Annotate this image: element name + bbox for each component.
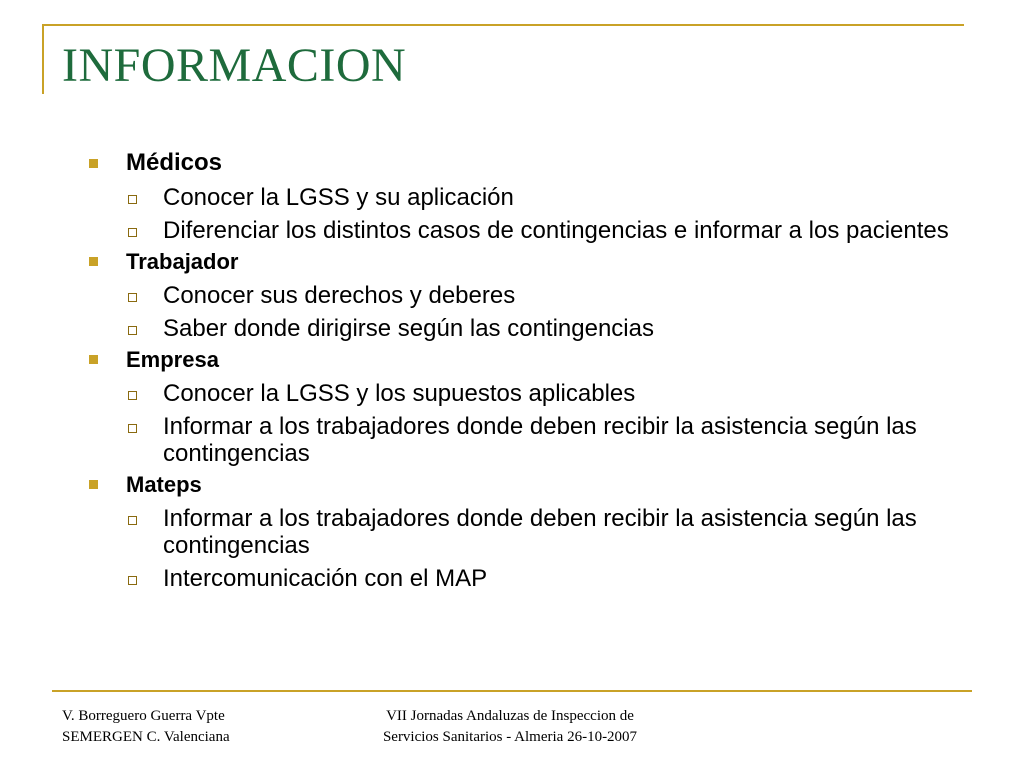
square-bullet-icon <box>89 257 98 266</box>
section-mateps <box>86 471 966 592</box>
top-rule <box>42 24 964 26</box>
footer-event <box>345 706 675 748</box>
footer-event-name: VII Jornadas Andaluzas de Inspeccion de <box>386 708 634 724</box>
hollow-square-bullet-icon <box>128 391 137 400</box>
footer-author-name: V. Borreguero Guerra Vpte <box>62 708 225 724</box>
footer-event-detail: Servicios Sanitarios - Almeria 26-10-2007 <box>382 729 638 745</box>
square-bullet-icon <box>89 355 98 364</box>
sub-list <box>124 282 966 342</box>
sub-list <box>124 505 966 592</box>
hollow-square-bullet-icon <box>128 424 137 433</box>
hollow-square-bullet-icon <box>128 293 137 302</box>
footer-author <box>62 706 230 748</box>
square-bullet-icon <box>89 159 98 168</box>
section-medicos <box>86 148 966 244</box>
left-rule <box>42 24 44 94</box>
list-item: Conocer sus derechos y deberes <box>124 282 973 309</box>
list-item: Informar a los trabajadores donde deben recibir la asistencia según las contingencias <box>124 413 973 467</box>
list-item: Conocer la LGSS y su aplicación <box>124 184 973 211</box>
list-item: Diferenciar los distintos casos de contingencias e informar a los pacientes <box>124 217 973 244</box>
slide-title: INFORMACION <box>62 39 407 92</box>
section-label: Trabajador <box>126 249 239 274</box>
hollow-square-bullet-icon <box>128 326 137 335</box>
bullet-list <box>86 148 966 596</box>
section-label: Médicos <box>126 149 223 176</box>
sub-list <box>124 380 966 467</box>
hollow-square-bullet-icon <box>128 516 137 525</box>
list-item: Intercomunicación con el MAP <box>124 565 973 592</box>
list-item: Informar a los trabajadores donde deben recibir la asistencia según las contingencias <box>124 505 973 559</box>
hollow-square-bullet-icon <box>128 228 137 237</box>
section-label: Empresa <box>126 347 219 372</box>
section-trabajador <box>86 248 966 342</box>
footer-author-org: SEMERGEN C. Valenciana <box>62 729 230 745</box>
sub-list <box>124 184 966 244</box>
list-item: Conocer la LGSS y los supuestos aplicables <box>124 380 973 407</box>
hollow-square-bullet-icon <box>128 195 137 204</box>
hollow-square-bullet-icon <box>128 576 137 585</box>
section-label: Mateps <box>126 472 202 497</box>
footer-rule <box>52 690 972 692</box>
section-empresa <box>86 346 966 467</box>
list-item: Saber donde dirigirse según las contingencias <box>124 315 973 342</box>
square-bullet-icon <box>89 480 98 489</box>
